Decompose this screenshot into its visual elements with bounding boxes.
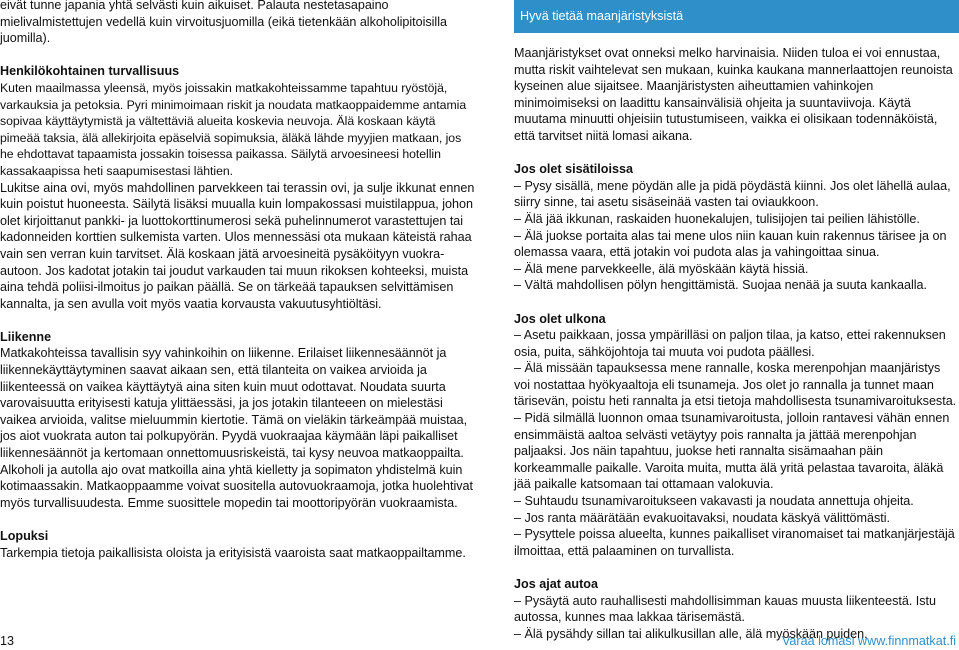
earthquake-info-title: Hyvä tietää maanjäristyksistä — [520, 9, 684, 23]
earthquake-intro: Maanjäristykset ovat onneksi melko harvinaisia. Niiden tuloa ei voi ennustaa, mutta riskit vaihtelevat sen mukaan, kuinka kaukana mannerlaattojen reunoista kyseinen alue sijaitsee. Maanjäristysten aiheuttamien vahinkojen minimoimiseksi on laadittu kansainvälisiä ohjeita ja suuntaviivoja. Käytä muutama minuutti ohjeisiin tutustumiseen, vaikka ei olisikaan todennäköistä, että tarvitset niitä lomasi aikana. — [514, 46, 957, 143]
spacer — [514, 294, 959, 311]
indoors-heading: Jos olet sisätiloissa — [514, 162, 633, 177]
personal-safety-text-2: Lukitse aina ovi, myös mahdollinen parvekkeen tai terassin ovi, ja sulje ikkunat ennen kuin poistut huoneesta. Säilytä lisäksi muualla kuin lompakossasi muistilappua, johon olet kirjoittanut pankki- ja luottokorttinumerosi sekä puhelinnumerot varastettujen tai kadonneiden korttien sulkemista varten. Ulos mennessäsi ota mukaan käteistä rahaa vain sen verran kuin tarvitset. Älä koskaan jätä arvoesineitä pysäköityyn vuokra-autoon. Jos kadotat jotakin tai joudut varkauden tai muun rikoksen kohteeksi, muista aina tehdä poliisi-ilmoitus jo paikan päällä. Se on tärkeää tapauksen selvittämisen kannalta, ja sen avulla voit myös vaatia korvausta vakuutusyhtiöltäsi. — [0, 180, 478, 311]
spacer — [0, 511, 478, 528]
outdoors-heading: Jos olet ulkona — [514, 311, 606, 326]
finally-heading: Lopuksi — [0, 529, 49, 543]
personal-safety-text-1: Kuten maailmassa yleensä, myös joissakin matkakohteissamme tapahtuu ryöstöjä, varkauksia ja petoksia. Pyri minimoimaan riskit ja noudata matkaoppaidemme antamia sopivaa käyttäytymistä ja vältettäviä alueita koskevia neuvoja. Älä koskaan käytä pimeää taksia, älä allekirjoita epäselviä sopimuksia, äläkä lähde myyjien matkaan, jos he ehdottavat tapaamista jossakin toisessa paikassa. Säilytä arvoesineesi hotellin kassakaapissa heti saapumisestasi lähtien. — [0, 80, 470, 178]
page-number: 13 — [0, 634, 15, 648]
spacer — [514, 559, 959, 576]
traffic-text: Matkakohteissa tavallisin syy vahinkoihin on liikenne. Erilaiset liikennesäännöt ja liikennekäyttäytyminen saavat aikaan sen, että tilanteita on vaikea arvioida ja liikenteessä on vaikea käyttäytyä aina siten kuin muut odottavat. Noudata suurta varovaisuutta erityisesti katuja ylittäessäsi, ja jos jotakin tilanteeen on mielestäsi vaikea arvioida, valitse mieluummin kiertotie. Tämä on vieläkin tärkeämpää muistaa, jos aiot vuokrata auton tai polkupyörän. Pyydä vuokraajaa käymään läpi paikalliset liikennesäännöt ja kertomaan onnettomuusriskeistä, tai kysy neuvoa matkaoppailta. Alkoholi ja autolla ajo ovat matkoilla aina yhtä kielletty ja sopimaton yhdistelmä kuin kotimaassakin. Matkaoppaamme voivat suositella autovuokraamoja, jotka huolehtivat myös turvallisuudesta. Emme suosittele mopedin tai moottoripyörän vuokraamista. — [0, 346, 477, 510]
left-column — [0, 0, 478, 561]
earthquake-content — [514, 45, 959, 642]
spacer — [0, 312, 478, 329]
intro-paragraph: eivät tunne japania yhtä selvästi kuin aikuiset. Palauta nestetasapaino mielivalmistettujen vedellä kuin virvoitusjuomilla (eikä tietenkään alkoholipitoisilla juomilla). — [0, 0, 451, 46]
personal-safety-heading: Henkilökohtainen turvallisuus — [0, 64, 180, 79]
outdoors-text: – Asetu paikkaan, jossa ympärilläsi on paljon tilaa, ja katso, ettei rakennuksen osia, puita, sähköjohtoja tai muuta voi pudota päällesi. – Älä missään tapauksessa mene rannalle, koska merenpohjan maanjäristys voi nostattaa hyökyaaltoja eli tsunameja. Jos olet jo rannalla ja tunnet maan tärisevän, poistu heti rannalta ja etsi tietoja mahdollisesta tsunamivaroituksesta. – Pidä silmällä luonnon omaa tsunamivaroitusta, jolloin rantavesi vähän ennen ensimmäistä aaltoa selvästi vetäytyy pois rannalta ja jättää merenpohjan paljaaksi. Jos näin tapahtuu, juokse heti rannalta sisämaahan päin korkeammalle paikalle. Varoita muita, mutta älä yritä pelastaa tavaroita, äläkä jää paikalle katsomaan tai ottamaan valokuvia. – Suhtaudu tsunamivaroitukseen vakavasti ja noudata annettuja ohjeita. – Jos ranta määrätään evakuoitavaksi, noudata käskyä välittömästi. – Pysyttele poissa alueelta, kunnes paikalliset viranomaiset tai matkanjärjestäjä ilmoittaa, että palaaminen on turvallista. — [514, 328, 957, 558]
indoors-text: – Pysy sisällä, mene pöydän alle ja pidä pöydästä kiinni. Jos olet lähellä aulaa, siirry sinne, tai asetu sisäseinää vasten tai oviaukkoon. – Älä jää ikkunan, raskaiden huonekalujen, tulisijojen tai peilien lähistölle. – Älä juokse portaita alas tai mene ulos niin kauan kuin rakennus tärisee ja on olemassa vaara, että jotakin voi pudota alas ja vahingoittaa sinua. – Älä mene parvekkeelle, älä myöskään käytä hissiä. – Vältä mahdollisen pölyn hengittämistä. Suojaa nenää ja suuta kankaalla. — [514, 178, 951, 293]
footer-booking-link[interactable]: Varaa lomasi www.finnmatkat.fi — [781, 634, 956, 648]
spacer — [0, 47, 478, 64]
driving-heading: Jos ajat autoa — [514, 577, 598, 591]
finally-text: Tarkempia tietoja paikallisista oloista ja erityisistä vaaroista saat matkaoppailtamme. — [0, 545, 466, 560]
traffic-heading: Liikenne — [0, 329, 52, 344]
driving-text: – Pysäytä auto rauhallisesti mahdollisimman kauas muusta liikenteestä. Istu autossa, kunnes maa lakkaa tärisemästä. – Älä pysähdy sillan tai alikulkusillan alle, älä myöskään puiden, — [514, 593, 936, 641]
spacer — [514, 145, 959, 162]
earthquake-info-banner — [514, 0, 959, 33]
